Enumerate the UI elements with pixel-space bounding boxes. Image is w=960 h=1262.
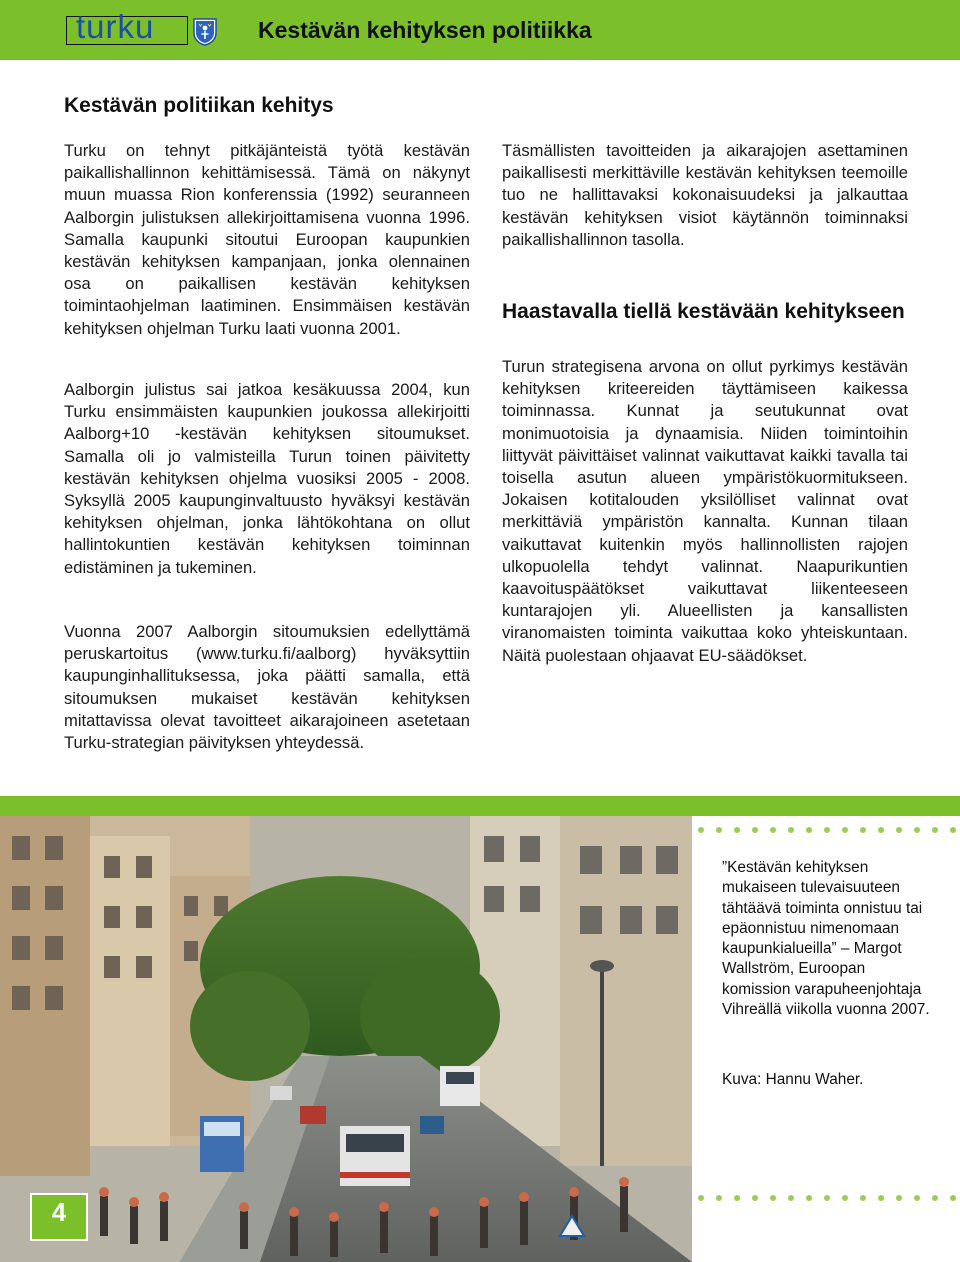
bottom-color-band bbox=[0, 796, 960, 816]
dotted-divider-bottom bbox=[697, 1194, 957, 1202]
quote-text: ”Kestävän kehityksen mukaiseen tulevaisuuteen tähtäävä toiminta onnistuu tai epäonnistuu nimenomaan kaupunkialueilla” – Margot Wallström, Euroopan komission varapuheenjohtaja Vihreällä viikolla vuonna 2007. bbox=[722, 859, 930, 1019]
page-number: 4 bbox=[51, 1197, 67, 1227]
paragraph-targets: Täsmällisten tavoitteiden ja aikarajojen asettaminen paikallisesti merkittäville kestävän kehityksen teemoille tuo ne hallittavaksi kokonaisuudeksi ja jalkauttaa kestävän kehityksen visiot käytännön toiminnaksi paikallishallinnon tasolla. bbox=[502, 141, 908, 249]
page-header-title: Kestävän kehityksen politiikka bbox=[258, 17, 592, 43]
paragraph-aalborg: Aalborgin julistus sai jatkoa kesäkuussa 2004, kun Turku ensimmäisten kaupunkien joukossa allekirjoitti Aalborg+10 -kestävän kehityksen sitoumukset. Samalla oli jo valmisteilla Turun toinen päivitetty kestävän kehityksen ohjelma vuosiksi 2005 - 2008. Syksyllä 2005 kaupunginvaltuusto hyväksyi kestävän kehityksen ohjelman, jonka lähtökohtana on ollut hallintokuntien kestävän kehityksen toiminnan edistäminen ja tukeminen. bbox=[64, 380, 470, 577]
turku-logo: turku bbox=[76, 8, 155, 45]
section-heading-policy-development: Kestävän politiikan kehitys bbox=[64, 94, 334, 117]
photo-credit: Kuva: Hannu Waher. bbox=[722, 1071, 864, 1088]
city-street-photo bbox=[0, 816, 692, 1262]
paragraph-intro: Turku on tehnyt pitkäjänteistä työtä kestävän paikallishallinnon kehittämisessä. Tämä on näkynyt muun muassa Rion konferenssia (1992) seuranneen Aalborgin julistuksen allekirjoittamisena vuonna 1996. Samalla kaupunki sitoutui Euroopan kaupunkien kestävän kehityksen kampanjaan, jonka olennainen osa on paikallisen kestävän kehityksen toimintaohjelman laatiminen. Ensimmäisen kestävän kehityksen ohjelman Turku laati vuonna 2001. bbox=[64, 141, 470, 338]
paragraph-baseline-review: Vuonna 2007 Aalborgin sitoumuksien edellyttämä peruskartoitus (www.turku.fi/aalborg) hyväksyttiin kaupunginhallituksessa, joka päätti samalla, että sitoumuksen mukaiset kestävän kehityksen mitattavissa olevat tavoitteet aikarajoineen asetetaan Turku-strategian päivityksen yhteydessä. bbox=[64, 622, 470, 753]
crest-icon bbox=[193, 18, 217, 46]
paragraph-strategy: Turun strategisena arvona on ollut pyrkimys kestävän kehityksen kriteereiden täyttämiseen kaikessa toiminnassa. Kunnat ja seutukunnat ovat monimuotoisia ja dynaamisia. Niiden toimintoihin liittyvät päivittäiset valinnat vaikuttavat kaikki tavalla tai toisella asutun alueen ympäristökuormitukseen. Jokaisen kotitalouden yksilölliset valinnat ovat merkittäviä ympäristön kannalta. Kunnan tilaan vaikuttavat kuitenkin myös hallinnollisten rajojen ulkopuolella tehdyt valinnat. Naapurikuntien kaavoituspäätökset vaikuttavat liikenteeseen kuntarajojen yli. Alueellisten ja kansallisten viranomaisten toiminta vaikuttaa koko yhteiskuntaan. Näitä puolestaan ohjaavat EU-säädökset. bbox=[502, 357, 908, 665]
section-heading-challenging-road: Haastavalla tiellä kestävään kehitykseen bbox=[502, 300, 905, 323]
dotted-divider-top bbox=[697, 826, 957, 834]
street-scene-illustration bbox=[0, 816, 692, 1262]
